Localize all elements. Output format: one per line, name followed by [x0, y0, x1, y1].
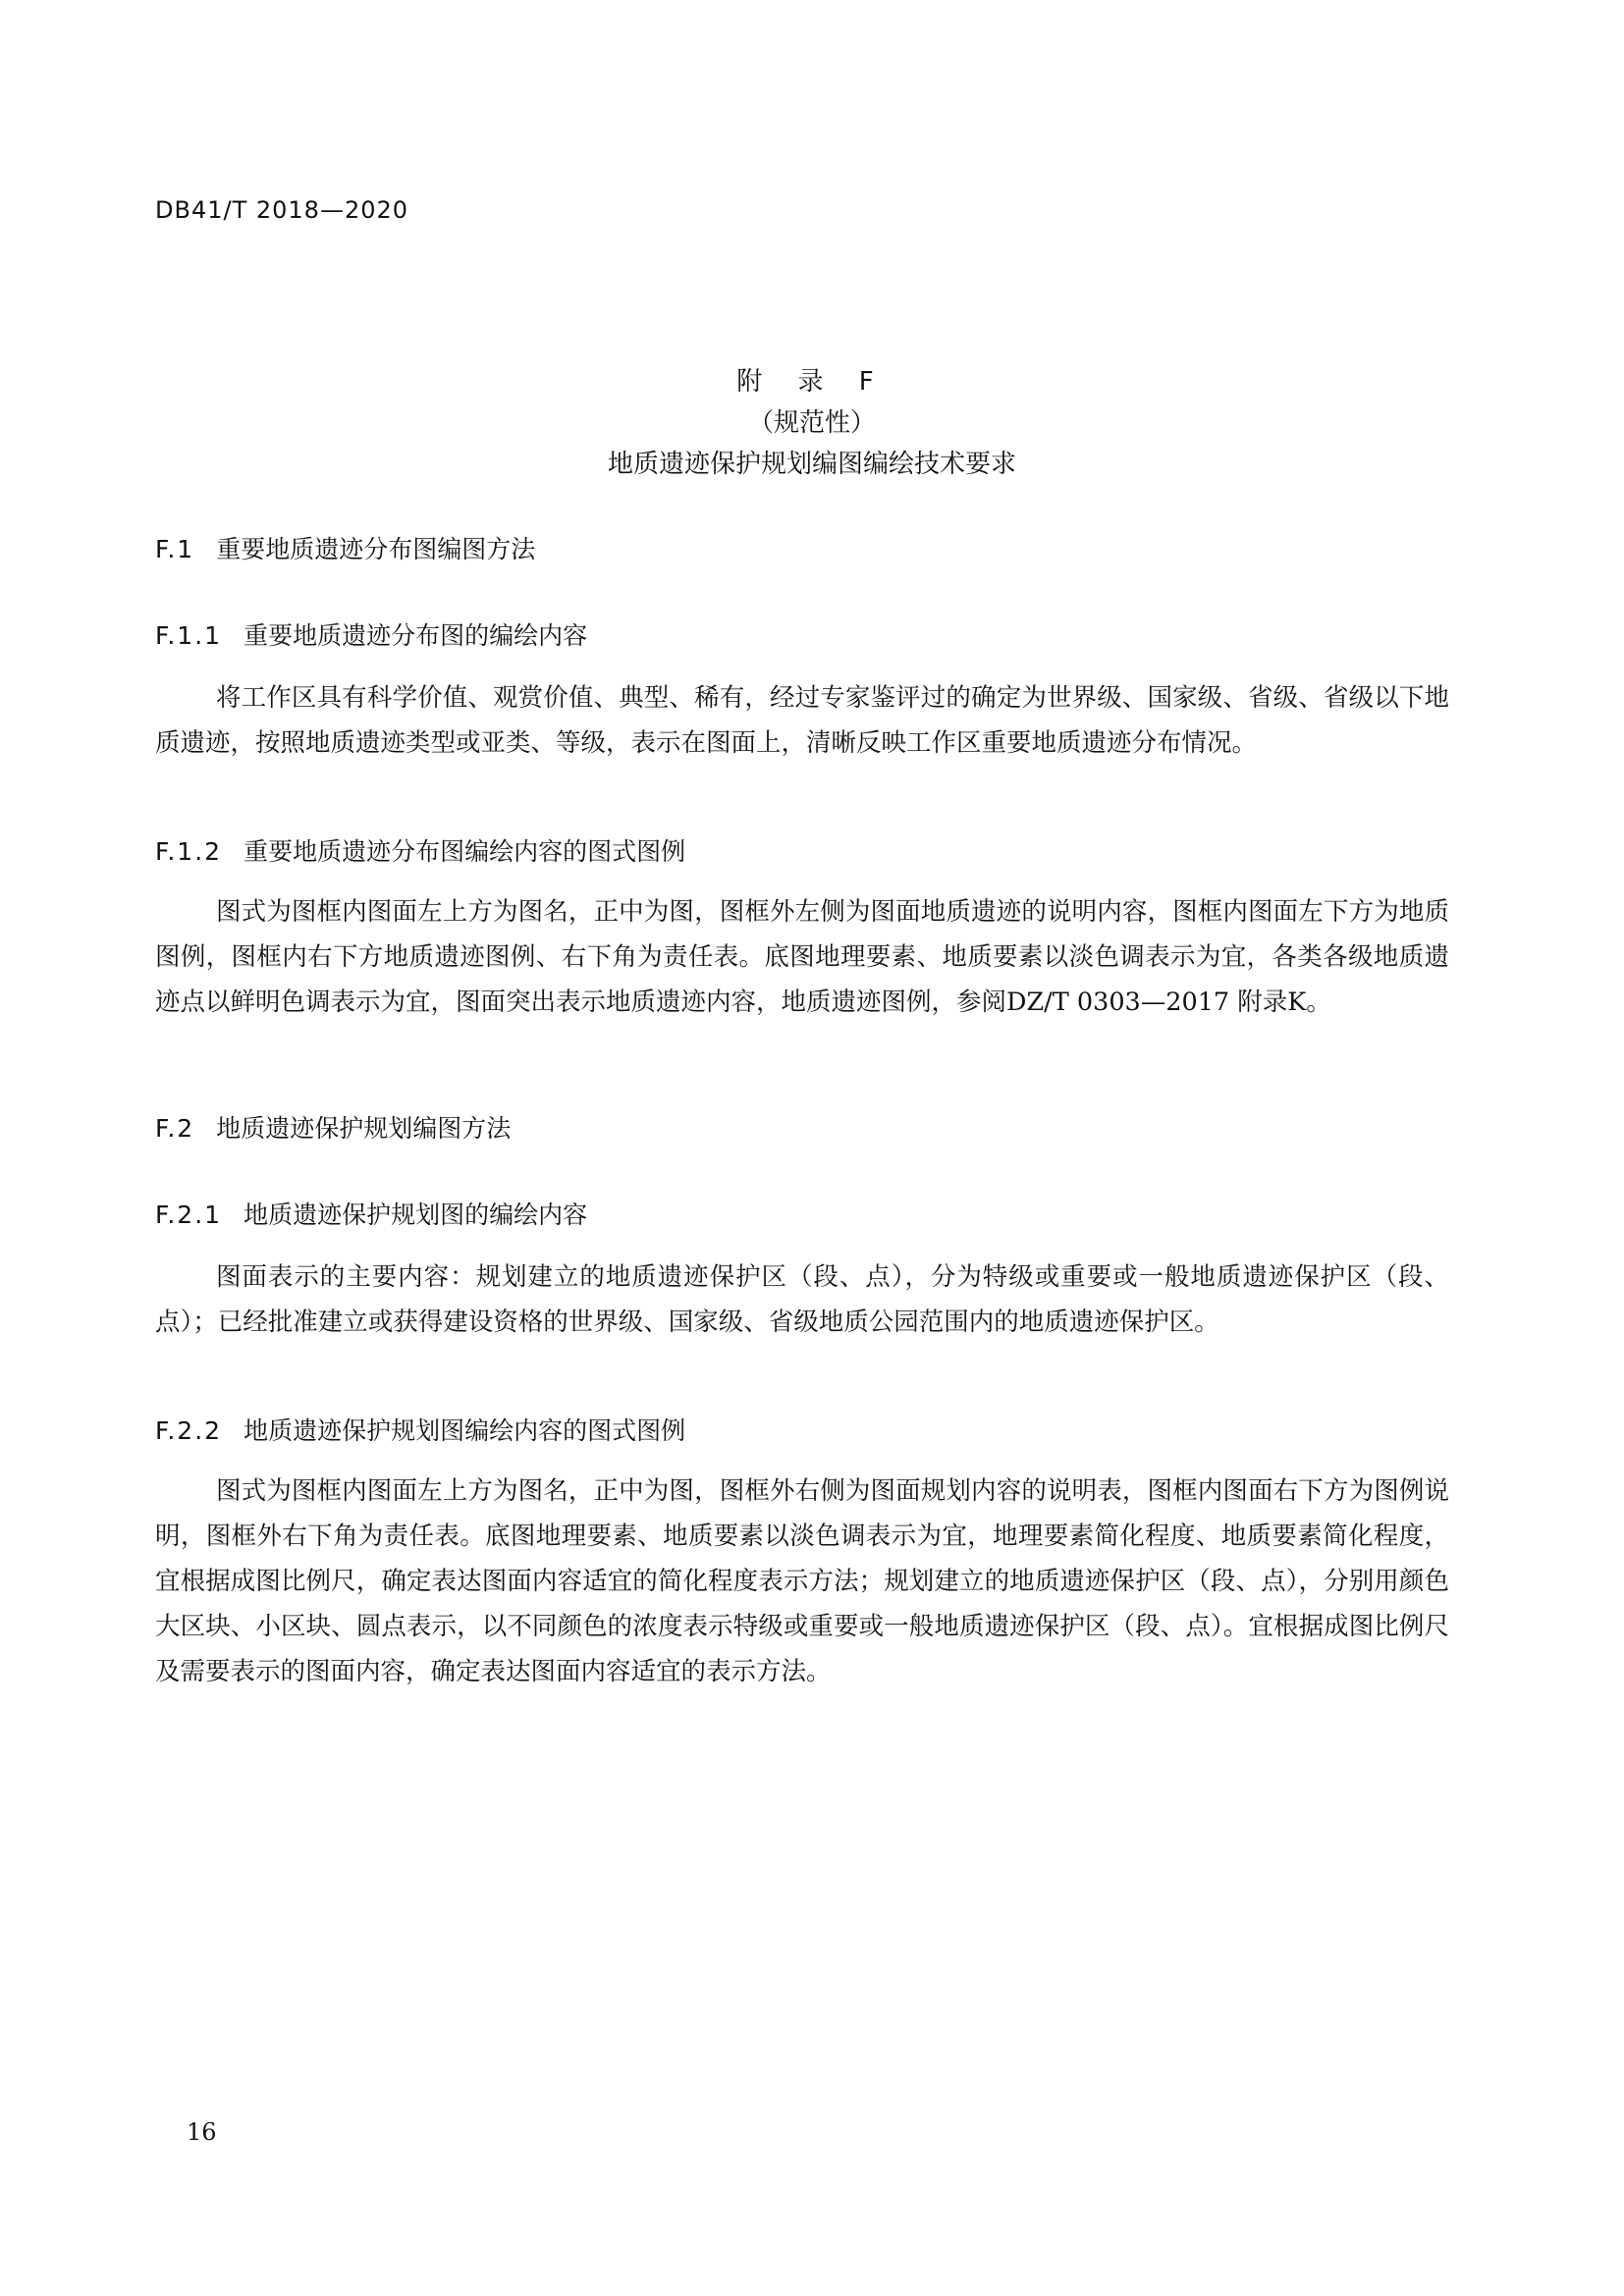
- section-title: 地质遗迹保护规划图编绘内容的图式图例: [244, 1416, 686, 1445]
- section-number: F.1.1: [155, 621, 223, 650]
- section-title: 重要地质遗迹分布图的编绘内容: [244, 621, 588, 650]
- paragraph-f1-1: 将工作区具有科学价值、观赏价值、典型、稀有，经过专家鉴评过的确定为世界级、国家级、省级、省级以下地质遗迹，按照地质遗迹类型或亚类、等级，表示在图面上，清晰反映工作区重要地质遗迹分布情况。: [155, 683, 1449, 758]
- section-number: F.2.2: [155, 1416, 223, 1445]
- section-heading-f2-2: [155, 1412, 685, 1447]
- section-number: F.2: [155, 1114, 195, 1143]
- section-title: 重要地质遗迹分布图编绘内容的图式图例: [244, 837, 686, 866]
- section-heading-f1-2: [155, 832, 685, 868]
- page-number: 16: [187, 2118, 217, 2146]
- paragraph-f1-2: 图式为图框内图面左上方为图名，正中为图，图框外左侧为图面地质遗迹的说明内容，图框内图面左下方为地质图例，图框内右下方地质遗迹图例、右下角为责任表。底图地理要素、地质要素以淡色调表示为宜，各类各级地质遗迹点以鲜明色调表示为宜，图面突出表示地质遗迹内容，地质遗迹图例，参阅DZ/T 0303—2017 附录K。: [155, 897, 1449, 1017]
- section-number: F.1: [155, 535, 195, 563]
- paragraph-f2-2: 图式为图框内图面左上方为图名，正中为图，图框外右侧为图面规划内容的说明表，图框内图面右下方为图例说明，图框外右下角为责任表。底图地理要素、地质要素以淡色调表示为宜，地理要素简化程度、地质要素简化程度，宜根据成图比例尺，确定表达图面内容适宜的简化程度表示方法；规划建立的地质遗迹保护区（段、点），分别用颜色大区块、小区块、圆点表示，以不同颜色的浓度表示特级或重要或一般地质遗迹保护区（段、点）。宜根据成图比例尺及需要表示的图面内容，确定表达图面内容适宜的表示方法。: [155, 1476, 1449, 1686]
- section-number: F.1.2: [155, 837, 223, 866]
- paragraph-f2-1: 图面表示的主要内容：规划建立的地质遗迹保护区（段、点），分为特级或重要或一般地质遗迹保护区（段、点）；已经批准建立或获得建设资格的世界级、国家级、省级地质公园范围内的地质遗迹保护区。: [155, 1262, 1449, 1337]
- document-code: DB41/T 2018—2020: [155, 196, 409, 224]
- appendix-name: 地质遗迹保护规划编图编绘技术要求: [607, 450, 1016, 479]
- section-heading-f2: [155, 1109, 511, 1145]
- section-heading-f1-1: [155, 616, 587, 652]
- section-title: 重要地质遗迹分布图编图方法: [216, 535, 536, 563]
- section-heading-f2-1: [155, 1196, 587, 1231]
- appendix-type: （规范性）: [747, 408, 876, 438]
- section-title: 地质遗迹保护规划图的编绘内容: [244, 1201, 588, 1229]
- appendix-title: 附 录 F: [736, 367, 888, 397]
- section-heading-f1: [155, 530, 535, 565]
- section-title: 地质遗迹保护规划编图方法: [216, 1114, 512, 1143]
- section-number: F.2.1: [155, 1201, 223, 1229]
